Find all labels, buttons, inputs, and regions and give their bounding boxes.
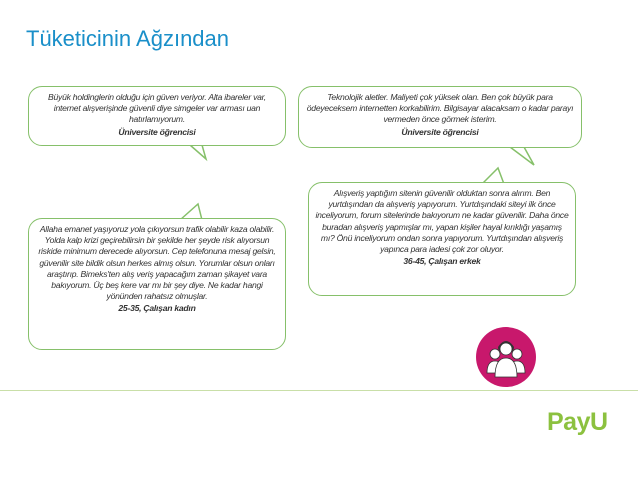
quote-text: Alışveriş yaptığım sitenin güvenilir olduktan sonra alırım. Ben yurtdışından da alışveriş yapıyorum. Yurtdışındaki siteyi ilk önce inceliyorum, forum sitelerinde bakıyorum ne kadar güvenilir. Daha önce buradan alışveriş yapmışlar mı, yapan kişiler hayal kırıklığı yaşamış mı? Önü inceliyorum ondan sonra yapıyorum. Yurtdışından alışveriş yapınca para iadesi çok zor oluyor. [315,188,569,255]
quote-attribution: 36-45, Çalışan erkek [403,256,481,267]
quote-bubble-3 [308,182,576,296]
quote-attribution: Üniversite öğrencisi [401,126,479,137]
quote-attribution: 25-35, Çalışan kadın [118,303,196,314]
quote-attribution: Üniversite öğrencisi [118,126,196,137]
page-title: Tüketicinin Ağzından [26,26,230,51]
quote-bubble-2 [298,86,582,148]
quote-text: Allaha emanet yaşıyoruz yola çıkıyorsun trafik olabilir kaza olabilir. Yolda kalp krizi geçirebilirsin bir şekilde her şeyde risk alıyorsun riskide minimum derecede alıyorsun. Cep telefonuna mesaj gelsin, güvenilir site bildik olsun herkes almış olsun. Yorumlar olsun onları araştırıp. Bimeks'ten alış veriş yapacağım zaman şikayet vara bakıyorum. Üç beş kere var mı bir şey diye. Ne kadar hangi yönünden rahatsız olmuşlar. [38,224,276,302]
people-group-icon [476,327,536,387]
quote-text: Teknolojik aletler. Maliyeti çok yüksek olan. Ben çok büyük para ödeyeceksem internetten korkabilirim. Bilgisayar alacaksam o kadar parayı vermeden önce görmek isterim. [306,92,574,125]
quote-bubble-4 [28,218,286,350]
quote-text: Büyük holdinglerin olduğu için güven veriyor. Alta ibareler var, internet alışverişinde güvenli diye simgeler var arması uan hatırlamıyorum. [48,92,266,125]
bubble-tail [510,146,540,168]
divider [0,390,638,391]
payu-logo: PayU [547,408,608,436]
bubble-tail [190,144,220,162]
quote-bubble-1 [28,86,286,146]
